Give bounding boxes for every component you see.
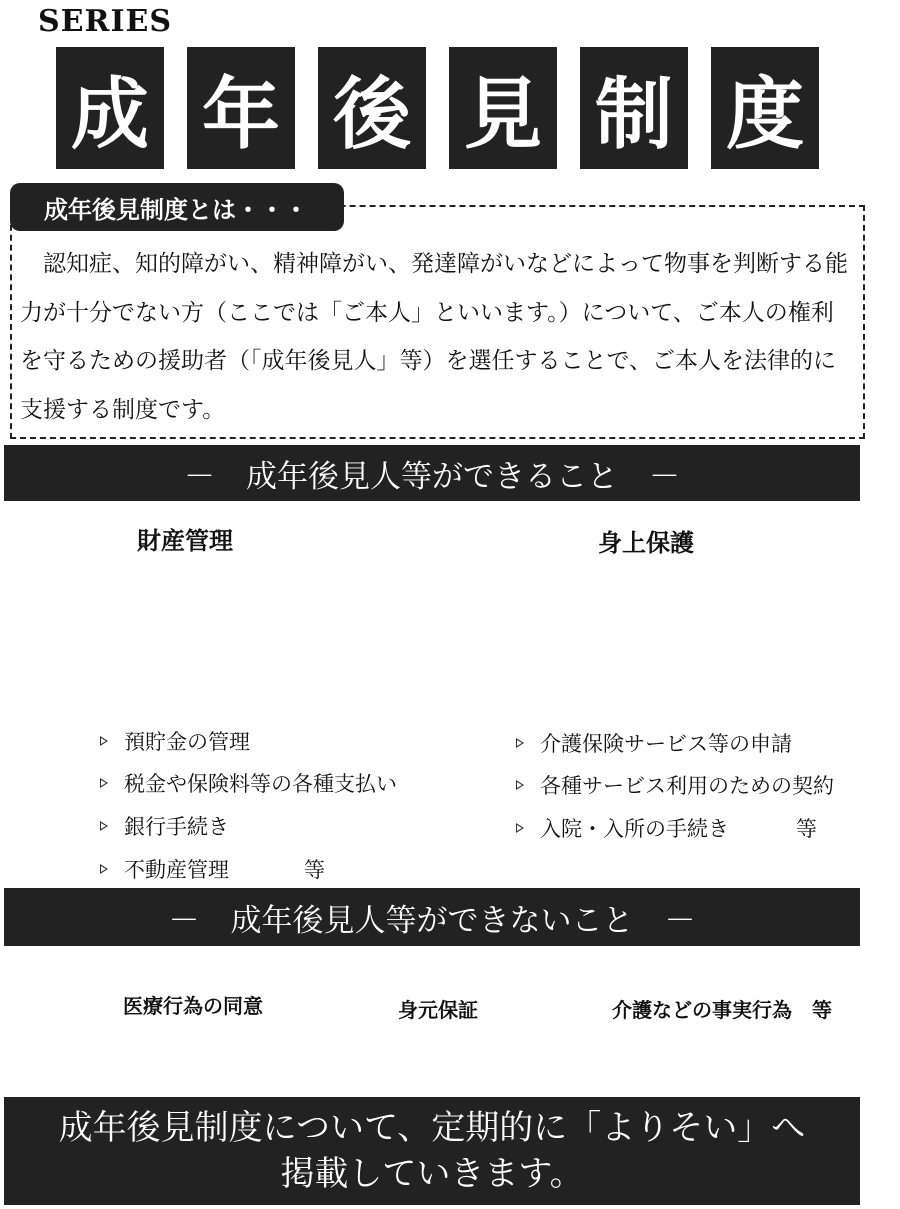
list-item-label: 銀行手続き <box>124 815 229 839</box>
list-item-label: 税金や保険料等の各種支払い <box>124 772 397 796</box>
footer-banner <box>4 1097 860 1205</box>
list-item <box>516 728 792 758</box>
footer-line: 成年後見制度について、定期的に「よりそい」へ <box>58 1108 806 1148</box>
list-item <box>516 813 729 843</box>
triangle-bullet-icon <box>516 738 524 748</box>
cannot-item: 介護などの事実行為 等 <box>612 998 832 1022</box>
footer-line: 掲載していきます。 <box>280 1154 584 1194</box>
list-item-label: 預貯金の管理 <box>124 730 250 754</box>
etc-label: 等 <box>796 817 817 841</box>
triangle-bullet-icon <box>516 780 524 790</box>
definition-text: 認知症、知的障がい、精神障がい、発達障がいなどによって物事を判断する能力が十分でない方（ここでは「ご本人」といいます。）について、ご本人の権利を守るための援助者（「成年後見人」等）を選任することで、ご本人を法律的に支援する制度です。 <box>20 251 848 423</box>
list-item-label: 各種サービス利用のための契約 <box>540 774 834 798</box>
title-char: 制 <box>580 47 688 169</box>
property-management-heading: 財産管理 <box>137 527 233 555</box>
cannot-item: 医療行為の同意 <box>123 994 263 1018</box>
list-item <box>100 768 397 798</box>
definition-tab: 成年後見制度とは・・・ <box>10 183 344 231</box>
triangle-bullet-icon <box>100 821 108 831</box>
triangle-bullet-icon <box>100 778 108 788</box>
title-char: 成 <box>56 47 164 169</box>
cannot-item: 身元保証 <box>398 998 478 1022</box>
list-item-label: 不動産管理 <box>124 858 229 882</box>
list-item <box>516 770 834 800</box>
title-char: 年 <box>187 47 295 169</box>
list-item <box>100 726 250 756</box>
list-item <box>100 811 229 841</box>
triangle-bullet-icon <box>516 823 524 833</box>
can-do-banner: － 成年後見人等ができること － <box>4 445 860 501</box>
series-label: SERIES <box>38 4 173 39</box>
title-tiles <box>56 47 818 169</box>
triangle-bullet-icon <box>100 864 108 874</box>
title-char: 後 <box>318 47 426 169</box>
list-item-label: 入院・入所の手続き <box>540 817 729 841</box>
list-item <box>100 854 229 884</box>
list-item-label: 介護保険サービス等の申請 <box>540 732 792 756</box>
title-char: 度 <box>711 47 819 169</box>
title-char: 見 <box>449 47 557 169</box>
triangle-bullet-icon <box>100 736 108 746</box>
etc-label: 等 <box>304 858 325 882</box>
personal-protection-heading: 身上保護 <box>598 529 694 557</box>
cannot-do-banner: － 成年後見人等ができないこと － <box>4 888 860 946</box>
